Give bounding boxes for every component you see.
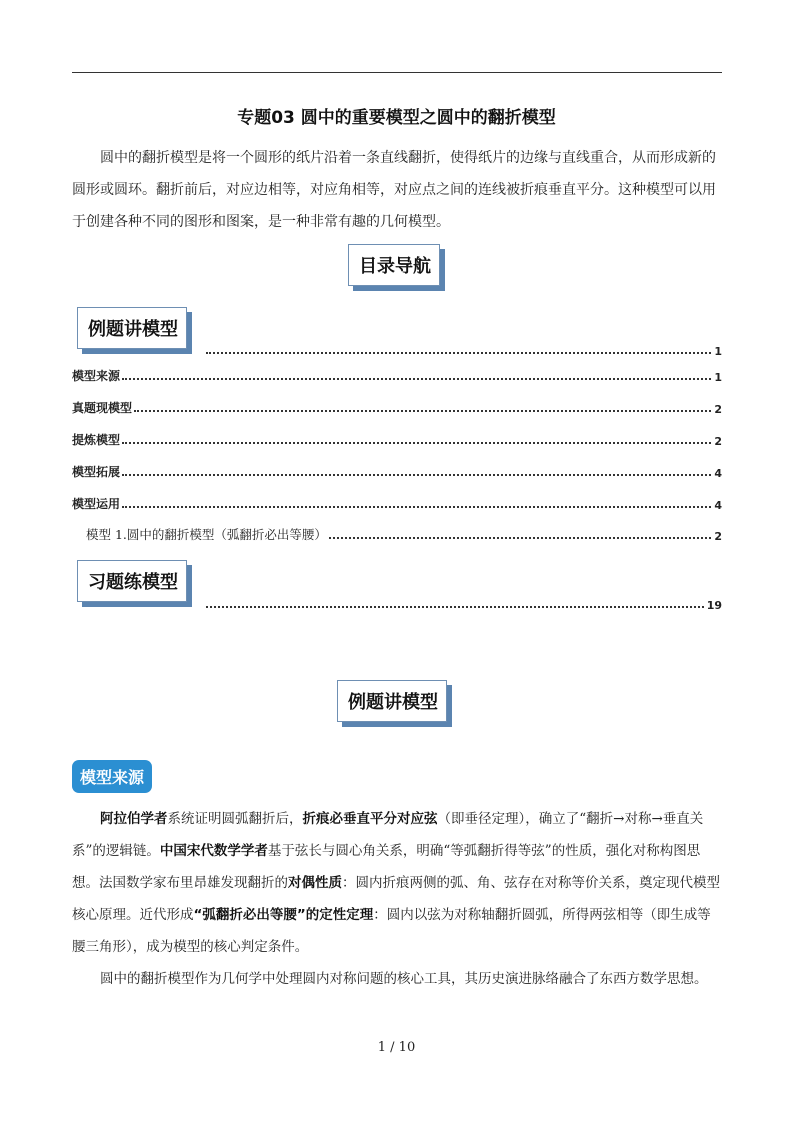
- toc-page-number: 2: [714, 403, 722, 416]
- toc-leader: [206, 606, 704, 608]
- section-heading: 例题讲模型: [337, 680, 447, 722]
- toc-page-number: 2: [714, 435, 722, 448]
- page-number: 1 / 10: [377, 1040, 416, 1055]
- model-source-body: [72, 803, 722, 995]
- toc-entry-label: 真题现模型: [72, 401, 133, 415]
- model-source-label: 模型来源: [72, 760, 152, 793]
- toc-section-exercise: 习题练模型: [77, 560, 187, 602]
- toc-page-number: 4: [714, 499, 722, 512]
- text-run: ：圆内折痕两侧的弧、角、弦存在对称等价关系，奠定现代模型核心原理。近代形成: [72, 875, 720, 923]
- history-paragraph: [72, 803, 722, 963]
- toc-page-number: 1: [714, 345, 722, 358]
- toc-leader: [122, 506, 711, 508]
- toc-leader: [122, 442, 711, 444]
- toc-entry-application[interactable]: [72, 492, 722, 512]
- intro-paragraph: [72, 142, 722, 238]
- emph-duality: 对偶性质: [288, 875, 342, 891]
- toc-entry-exercise[interactable]: [204, 592, 722, 612]
- emph-crease-bisects: 折痕必垂直平分对应弦: [302, 811, 438, 827]
- page-title: 专题03 圆中的重要模型之圆中的翻折模型: [237, 108, 556, 128]
- toc-page-number: 19: [706, 599, 722, 612]
- text-run: （即垂径定理），确立了“翻折→对称→垂直关系”的逻辑链。: [72, 811, 704, 859]
- toc-entry-label: 模型拓展: [72, 465, 121, 479]
- toc-entry-refine[interactable]: [72, 428, 722, 448]
- emph-math-scholar: 数学学者: [213, 843, 268, 859]
- text-run: 系统证明圆弧翻折后，: [167, 811, 303, 827]
- toc-heading: 目录导航: [348, 244, 440, 286]
- emph-theorem: “弧翻折必出等腰”的定性定理: [193, 907, 374, 923]
- toc-entry-extension[interactable]: [72, 460, 722, 480]
- toc-entry-label: 提炼模型: [72, 433, 121, 447]
- emph-song-dynasty: 中国宋代: [159, 843, 214, 859]
- intro-text: 圆中的翻折模型是将一个圆形的纸片沿着一条直线翻折，使得纸片的边缘与直线重合，从而形成新的圆形或圆环。翻折前后，对应边相等，对应角相等，对应点之间的连线被折痕垂直平分。这种模型可以用于创建各种不同的图形和图案，是一种非常有趣的几何模型。: [72, 150, 716, 230]
- toc-entry-real-questions[interactable]: [72, 396, 722, 416]
- toc-section-example: 例题讲模型: [77, 307, 187, 349]
- header-rule: [72, 72, 722, 73]
- toc-entry-source[interactable]: [72, 364, 722, 384]
- toc-entry-label: 模型 1.圆中的翻折模型（弧翻折必出等腰）: [86, 527, 327, 542]
- toc-leader: [134, 410, 711, 412]
- summary-paragraph: 圆中的翻折模型作为几何学中处理圆内对称问题的核心工具，其历史演进脉络融合了东西方数学思想。: [100, 971, 708, 987]
- toc-leader: [122, 378, 711, 380]
- toc-entry-example[interactable]: [204, 338, 722, 358]
- toc-leader: [329, 537, 711, 539]
- text-run: 基于弦长与圆心角关系，明确“等弧翻折得等弦”的性质，强化对称构图思想。法国数学家布里昂雄发现翻折的: [72, 843, 701, 891]
- toc-page-number: 4: [714, 467, 722, 480]
- text-run: ：圆内以弦为对称轴翻折圆弧，所得两弦相等（即生成等腰三角形），成为模型的核心判定条件。: [72, 907, 711, 955]
- toc-leader: [122, 474, 711, 476]
- toc-entry-label: 模型运用: [72, 497, 121, 511]
- toc-entry-model-1[interactable]: [86, 523, 722, 543]
- toc-entry-label: 模型来源: [72, 369, 121, 383]
- toc-leader: [206, 352, 711, 354]
- toc-page-number: 1: [714, 371, 722, 384]
- toc-page-number: 2: [714, 530, 722, 543]
- emph-arabic-scholar: 阿拉伯学者: [100, 811, 168, 827]
